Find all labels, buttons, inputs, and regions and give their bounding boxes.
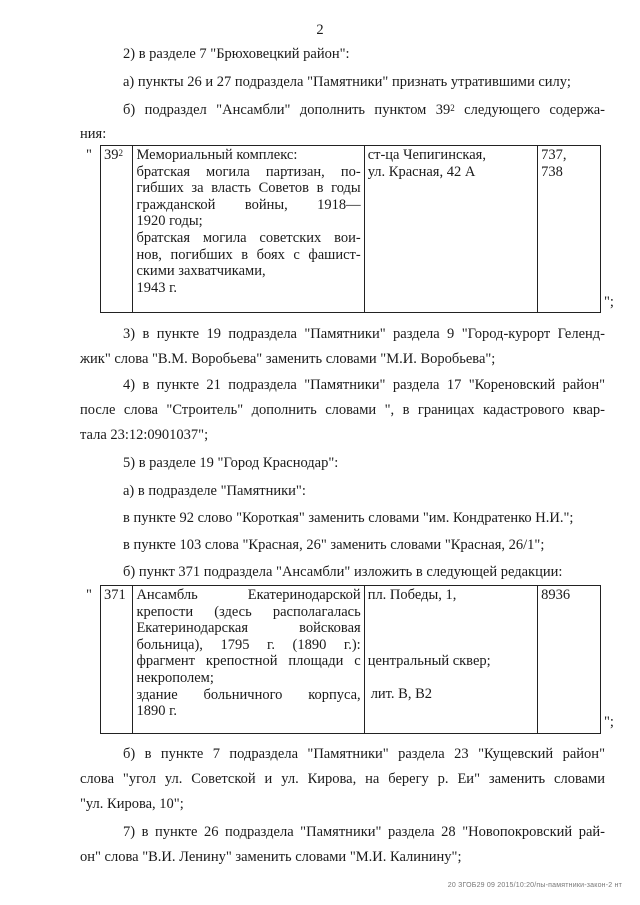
address-cell: пл. Победы, 1, центральный сквер; лит. В, В2 (364, 586, 537, 734)
footer-file-reference: 20 ЗГОБ29 09 2015/10:20/пы-памятники-закон-2 нт (447, 882, 622, 889)
paragraph-line: тала 23:12:0901037"; (80, 427, 209, 443)
paragraph-line: 3) в пункте 19 подраздела "Памятники" раздела 9 "Город-курорт Геленд- (123, 326, 605, 342)
object-name-cell: Мемориальный комплекс: братская могила партизан, по- гибших за власть Советов в годы гражданской войны, 1918— 1920 годы; братская могила советских вои- нов, погибших в боях с фашист- скими захватчиками, 1943 г. (133, 146, 364, 313)
paragraph-line: 5) в разделе 19 "Город Краснодар": (123, 455, 339, 471)
paragraph-line: 7) в пункте 26 подраздела "Памятники" раздела 28 "Новопокровский рай- (123, 824, 605, 840)
paragraph-line: слова "угол ул. Советской и ул. Кирова, на берегу р. Еи" заменить словами (80, 771, 605, 787)
paragraph-line: в пункте 103 слова "Красная, 26" заменить словами "Красная, 26/1"; (123, 537, 545, 553)
paragraph-line: после слова "Строитель" дополнить словами ", в границах кадастрового квар- (80, 402, 605, 418)
paragraph-line: б) в пункте 7 подраздела "Памятники" раздела 23 "Кущевский район" (123, 746, 605, 762)
paragraph-line: б) пункт 371 подраздела "Ансамбли" изложить в следующей редакции: (123, 564, 563, 580)
close-quote: "; (604, 294, 614, 310)
paragraph-line: ния: (80, 126, 107, 142)
page-number: 2 (316, 22, 324, 38)
paragraph-line: "ул. Кирова, 10"; (80, 796, 184, 812)
open-quote: " (86, 587, 92, 603)
address-cell: ст-ца Чепигинская, ул. Красная, 42 А (364, 146, 537, 313)
paragraph-line: в пункте 92 слово "Короткая" заменить словами "им. Кондратенко Н.И."; (123, 510, 574, 526)
paragraph-line: б) подраздел "Ансамбли" дополнить пунктом $39^2$ следующего содержа- (123, 102, 605, 118)
amendment-table-2 (100, 585, 601, 734)
paragraph-line: а) в подразделе "Памятники": (123, 483, 306, 499)
item-number-cell: 371 (101, 586, 133, 734)
paragraph-line: а) пункты 26 и 27 подраздела "Памятники" признать утратившими силу; (123, 74, 571, 90)
paragraph-line: он" слова "В.И. Ленину" заменить словами "М.И. Калинину"; (80, 849, 462, 865)
paragraph-line: жик" слова "В.М. Воробьева" заменить словами "М.И. Воробьева"; (80, 351, 496, 367)
item-number-cell: $39^2$ (101, 146, 133, 313)
paragraph-line: 2) в разделе 7 "Брюховецкий район": (123, 46, 350, 62)
table-row (101, 586, 601, 734)
open-quote: " (86, 147, 92, 163)
amendment-table-1 (100, 145, 601, 313)
document-cell: 8936 (538, 586, 601, 734)
table-row (101, 146, 601, 313)
paragraph-line: 4) в пункте 21 подраздела "Памятники" раздела 17 "Кореновский район" (123, 377, 605, 393)
document-cell: 737, 738 (538, 146, 601, 313)
close-quote: "; (604, 714, 614, 730)
object-name-cell: Ансамбль Екатеринодарской крепости (здесь располагалась Екатеринодарская войсковая больница), 1795 г. (1890 г.): фрагмент крепостной площади с некрополем; здание больничного корпуса, 1890 г. (133, 586, 364, 734)
